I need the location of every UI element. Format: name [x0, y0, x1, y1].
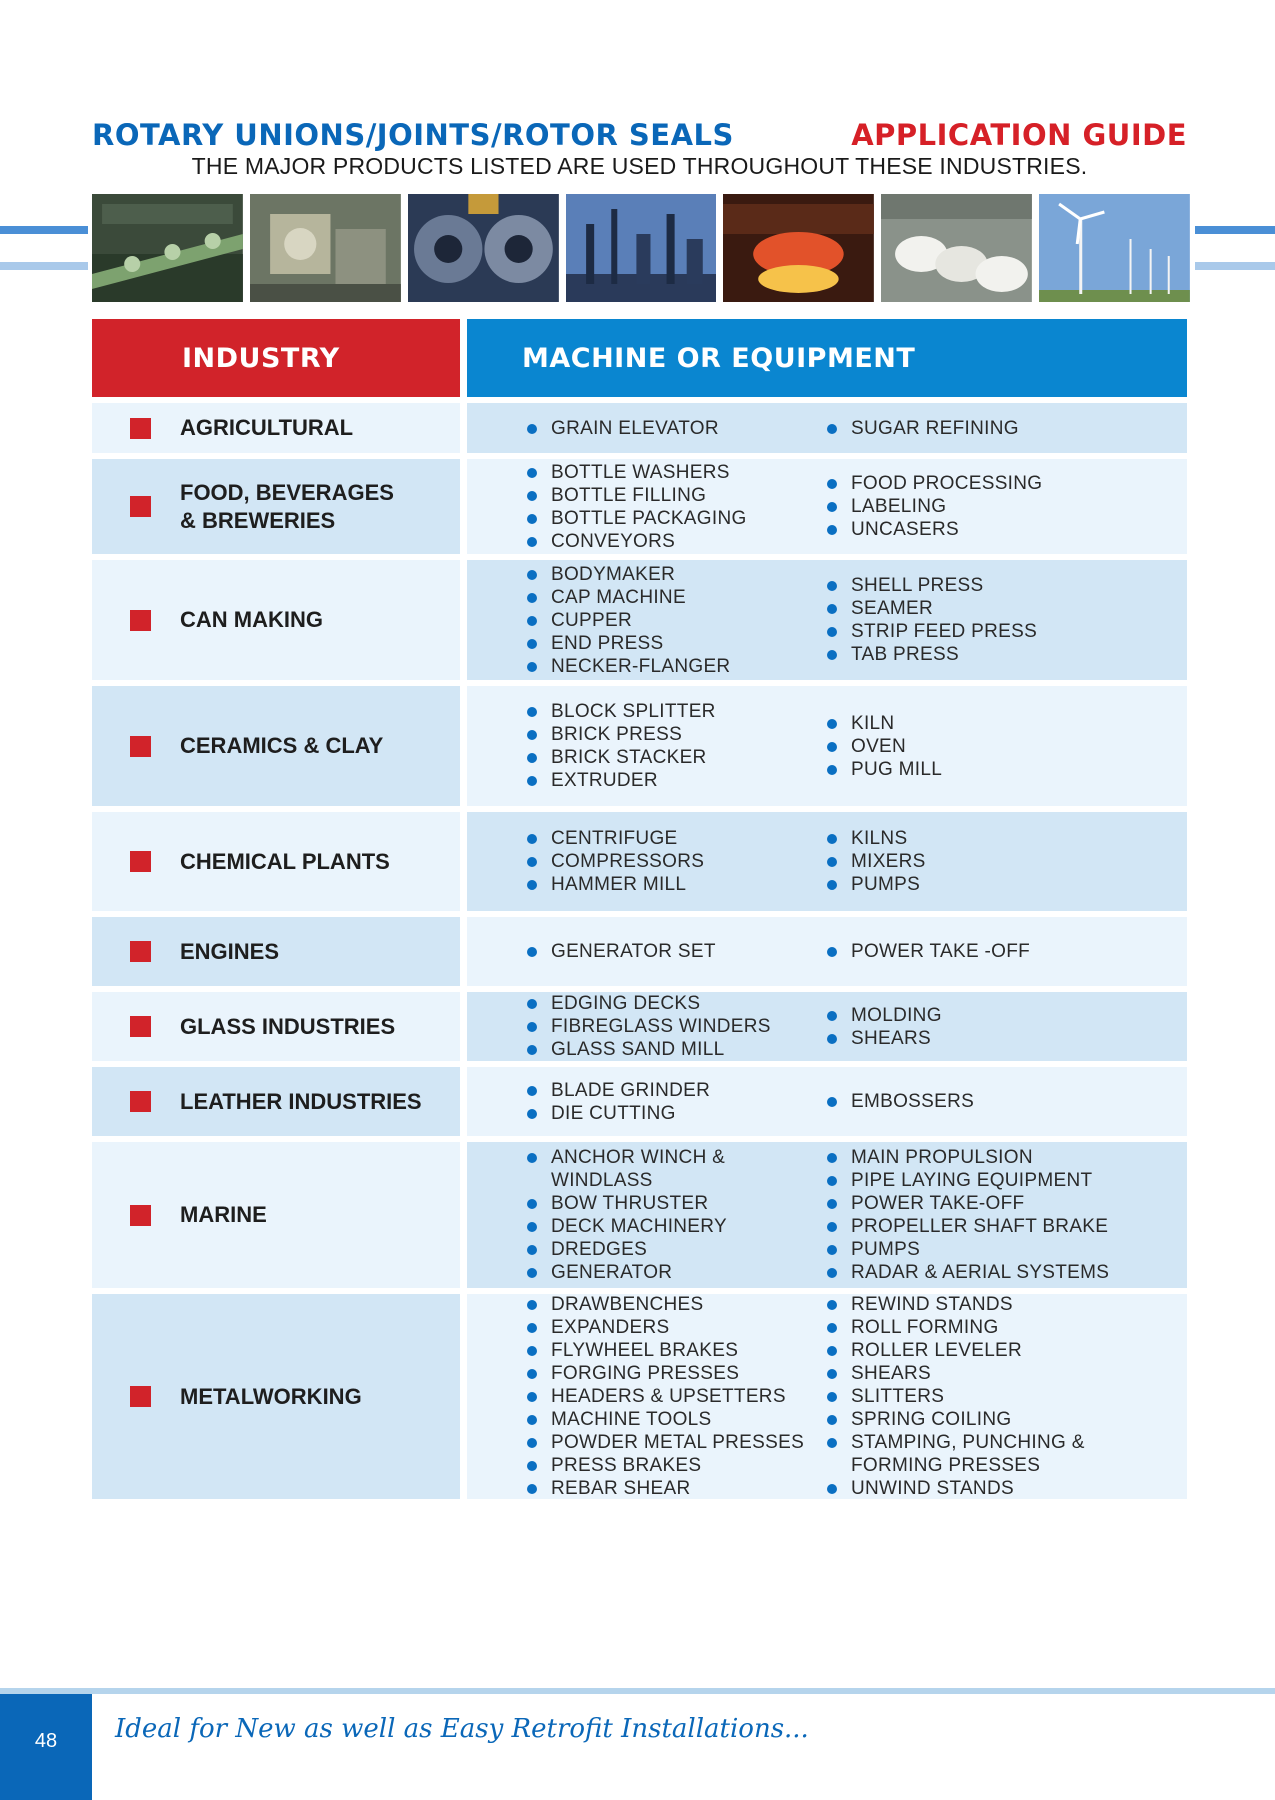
equipment-list-right — [827, 827, 1127, 896]
equipment-item: GENERATOR — [527, 1261, 827, 1284]
equipment-item: END PRESS — [527, 632, 827, 655]
industry-label: LEATHER INDUSTRIES — [180, 1088, 422, 1114]
machine-cell — [467, 686, 1187, 806]
table-row — [92, 917, 1187, 986]
red-square-bullet-icon — [130, 1016, 151, 1037]
equipment-list-left — [527, 992, 827, 1061]
title-application-guide: APPLICATION GUIDE — [851, 118, 1187, 152]
table-header — [92, 319, 1187, 397]
equipment-list-right — [827, 472, 1127, 541]
equipment-item: BOW THRUSTER — [527, 1192, 827, 1215]
equipment-item: SLITTERS — [827, 1385, 1127, 1408]
left-stripe-dark — [0, 226, 88, 234]
industry-label: MARINE — [180, 1202, 267, 1227]
equipment-item: GRAIN ELEVATOR — [527, 417, 827, 440]
equipment-item: SHEARS — [827, 1027, 1127, 1050]
equipment-item: PUMPS — [827, 873, 1127, 896]
equipment-list-left — [527, 1293, 827, 1500]
red-square-bullet-icon — [130, 1386, 151, 1407]
table-row — [92, 459, 1187, 554]
table-row — [92, 1294, 1187, 1499]
equipment-item: PUG MILL — [827, 758, 1127, 781]
machine-cell — [467, 1067, 1187, 1136]
industry-label: AGRICULTURAL — [180, 415, 354, 440]
equipment-item: EXTRUDER — [527, 769, 827, 792]
equipment-item: ANCHOR WINCH & — [527, 1146, 827, 1169]
equipment-list-left — [527, 1146, 827, 1284]
header-machine-equipment: MACHINE OR EQUIPMENT — [467, 319, 1187, 397]
equipment-item: STRIP FEED PRESS — [827, 620, 1127, 643]
equipment-item: MOLDING — [827, 1004, 1127, 1027]
equipment-item: KILN — [827, 712, 1127, 735]
industry-label: CHEMICAL PLANTS — [180, 848, 390, 874]
machine-cell — [467, 917, 1187, 986]
red-square-bullet-icon — [130, 610, 151, 631]
industry-cell — [92, 1294, 460, 1499]
table-row — [92, 1142, 1187, 1288]
red-square-bullet-icon — [130, 418, 151, 439]
equipment-item: BOTTLE WASHERS — [527, 461, 827, 484]
equipment-item: FLYWHEEL BRAKES — [527, 1339, 827, 1362]
equipment-item: SHELL PRESS — [827, 574, 1127, 597]
industry-label: FOOD, BEVERAGES & BREWERIES — [180, 479, 394, 533]
equipment-item: DECK MACHINERY — [527, 1215, 827, 1238]
application-guide-table — [92, 319, 1187, 1505]
industry-label: METALWORKING — [180, 1383, 362, 1409]
machine-cell — [467, 812, 1187, 911]
equipment-list-left — [527, 461, 827, 553]
footer-divider — [0, 1688, 1275, 1694]
industry-cell — [92, 686, 460, 806]
equipment-item: ROLL FORMING — [827, 1316, 1127, 1339]
equipment-item: BLOCK SPLITTER — [527, 700, 827, 723]
industry-cell — [92, 812, 460, 911]
equipment-item: DREDGES — [527, 1238, 827, 1261]
equipment-item: LABELING — [827, 495, 1127, 518]
equipment-list-right — [827, 1146, 1127, 1284]
photo-hot-steel — [723, 194, 874, 302]
equipment-item: PROPELLER SHAFT BRAKE — [827, 1215, 1127, 1238]
equipment-item: SEAMER — [827, 597, 1127, 620]
equipment-item: GLASS SAND MILL — [527, 1038, 827, 1061]
red-square-bullet-icon — [130, 736, 151, 757]
equipment-item: REWIND STANDS — [827, 1293, 1127, 1316]
equipment-item: FIBREGLASS WINDERS — [527, 1015, 827, 1038]
header-industry: INDUSTRY — [92, 319, 460, 397]
equipment-item: OVEN — [827, 735, 1127, 758]
industry-cell — [92, 917, 460, 986]
industry-cell — [92, 992, 460, 1061]
equipment-item: SPRING COILING — [827, 1408, 1127, 1431]
equipment-item: FORGING PRESSES — [527, 1362, 827, 1385]
equipment-item: EMBOSSERS — [827, 1090, 1127, 1113]
machine-cell — [467, 403, 1187, 453]
equipment-item: FORMING PRESSES — [851, 1455, 1041, 1476]
equipment-list-right — [827, 1004, 1127, 1050]
equipment-item: WINDLASS — [551, 1170, 653, 1191]
photo-machinery — [250, 194, 401, 302]
red-square-bullet-icon — [130, 1091, 151, 1112]
equipment-item: ROLLER LEVELER — [827, 1339, 1127, 1362]
left-stripe-light — [0, 262, 88, 270]
machine-cell — [467, 560, 1187, 680]
photo-bottling-line — [92, 194, 243, 302]
industry-label: CAN MAKING — [180, 607, 323, 632]
equipment-list-right — [827, 574, 1127, 666]
title-product-line: ROTARY UNIONS/JOINTS/ROTOR SEALS — [92, 118, 734, 152]
equipment-item: KILNS — [827, 827, 1127, 850]
equipment-list-right — [827, 1090, 1127, 1113]
table-row — [92, 1067, 1187, 1136]
right-stripe-light — [1195, 262, 1275, 270]
machine-cell — [467, 992, 1187, 1061]
equipment-item: STAMPING, PUNCHING & — [827, 1431, 1127, 1454]
equipment-item: BOTTLE FILLING — [527, 484, 827, 507]
equipment-item: MAIN PROPULSION — [827, 1146, 1127, 1169]
equipment-item: EXPANDERS — [527, 1316, 827, 1339]
industry-label: ENGINES — [180, 938, 280, 964]
equipment-item: UNCASERS — [827, 518, 1127, 541]
equipment-item: FOOD PROCESSING — [827, 472, 1127, 495]
photo-refinery — [566, 194, 717, 302]
equipment-item: CUPPER — [527, 609, 827, 632]
machine-cell — [467, 1142, 1187, 1288]
page-subtitle: THE MAJOR PRODUCTS LISTED ARE USED THROUGHOUT THESE INDUSTRIES. — [191, 153, 1088, 179]
photo-wind-turbines — [1039, 194, 1190, 302]
table-body — [92, 403, 1187, 1499]
equipment-item: SUGAR REFINING — [827, 417, 1127, 440]
industry-cell — [92, 403, 460, 453]
equipment-item: RADAR & AERIAL SYSTEMS — [827, 1261, 1127, 1284]
equipment-item: BLADE GRINDER — [527, 1079, 827, 1102]
machine-cell — [467, 459, 1187, 554]
equipment-item: POWER TAKE -OFF — [827, 940, 1127, 963]
equipment-item: DRAWBENCHES — [527, 1293, 827, 1316]
equipment-item: BRICK STACKER — [527, 746, 827, 769]
equipment-item: TAB PRESS — [827, 643, 1127, 666]
equipment-item: HEADERS & UPSETTERS — [527, 1385, 827, 1408]
right-stripe-dark — [1195, 226, 1275, 234]
equipment-item: PUMPS — [827, 1238, 1127, 1261]
equipment-item: PRESS BRAKES — [527, 1454, 827, 1477]
table-row — [92, 812, 1187, 911]
industry-cell — [92, 1067, 460, 1136]
industry-cell — [92, 560, 460, 680]
equipment-list-left — [527, 563, 827, 678]
equipment-list-left — [527, 827, 827, 896]
equipment-list-left — [527, 417, 827, 440]
page-title — [92, 118, 1187, 152]
red-square-bullet-icon — [130, 496, 151, 517]
equipment-list-left — [527, 1079, 827, 1125]
industry-label: CERAMICS & CLAY — [180, 733, 384, 758]
equipment-item: CENTRIFUGE — [527, 827, 827, 850]
equipment-list-left — [527, 940, 827, 963]
equipment-item: PIPE LAYING EQUIPMENT — [827, 1169, 1127, 1192]
table-row — [92, 992, 1187, 1061]
equipment-item: COMPRESSORS — [527, 850, 827, 873]
equipment-item: SHEARS — [827, 1362, 1127, 1385]
red-square-bullet-icon — [130, 941, 151, 962]
red-square-bullet-icon — [130, 1205, 151, 1226]
equipment-list-right — [827, 1293, 1127, 1500]
equipment-item: GENERATOR SET — [527, 940, 827, 963]
footer-tagline: Ideal for New as well as Easy Retrofit Installations... — [115, 1714, 809, 1744]
table-row — [92, 403, 1187, 453]
table-row — [92, 560, 1187, 680]
photo-steel-coils — [408, 194, 559, 302]
equipment-item: NECKER-FLANGER — [527, 655, 827, 678]
equipment-item: MACHINE TOOLS — [527, 1408, 827, 1431]
equipment-item: BODYMAKER — [527, 563, 827, 586]
industry-photo-strip — [92, 194, 1190, 302]
equipment-list-right — [827, 940, 1127, 963]
equipment-item: BOTTLE PACKAGING — [527, 507, 827, 530]
page-number: 48 — [0, 1694, 92, 1800]
industry-cell — [92, 459, 460, 554]
equipment-item: HAMMER MILL — [527, 873, 827, 896]
machine-cell — [467, 1294, 1187, 1499]
equipment-item: EDGING DECKS — [527, 992, 827, 1015]
equipment-item: BRICK PRESS — [527, 723, 827, 746]
equipment-item: UNWIND STANDS — [827, 1477, 1127, 1500]
red-square-bullet-icon — [130, 851, 151, 872]
equipment-item: POWDER METAL PRESSES — [527, 1431, 827, 1454]
equipment-item: DIE CUTTING — [527, 1102, 827, 1125]
equipment-item: MIXERS — [827, 850, 1127, 873]
table-row — [92, 686, 1187, 806]
equipment-list-right — [827, 417, 1127, 440]
equipment-list-left — [527, 700, 827, 792]
equipment-item: POWER TAKE-OFF — [827, 1192, 1127, 1215]
equipment-item: CAP MACHINE — [527, 586, 827, 609]
equipment-list-right — [827, 712, 1127, 781]
equipment-item: CONVEYORS — [527, 530, 827, 553]
industry-cell — [92, 1142, 460, 1288]
equipment-item: REBAR SHEAR — [527, 1477, 827, 1500]
photo-paper-rolls — [881, 194, 1032, 302]
industry-label: GLASS INDUSTRIES — [180, 1013, 396, 1039]
